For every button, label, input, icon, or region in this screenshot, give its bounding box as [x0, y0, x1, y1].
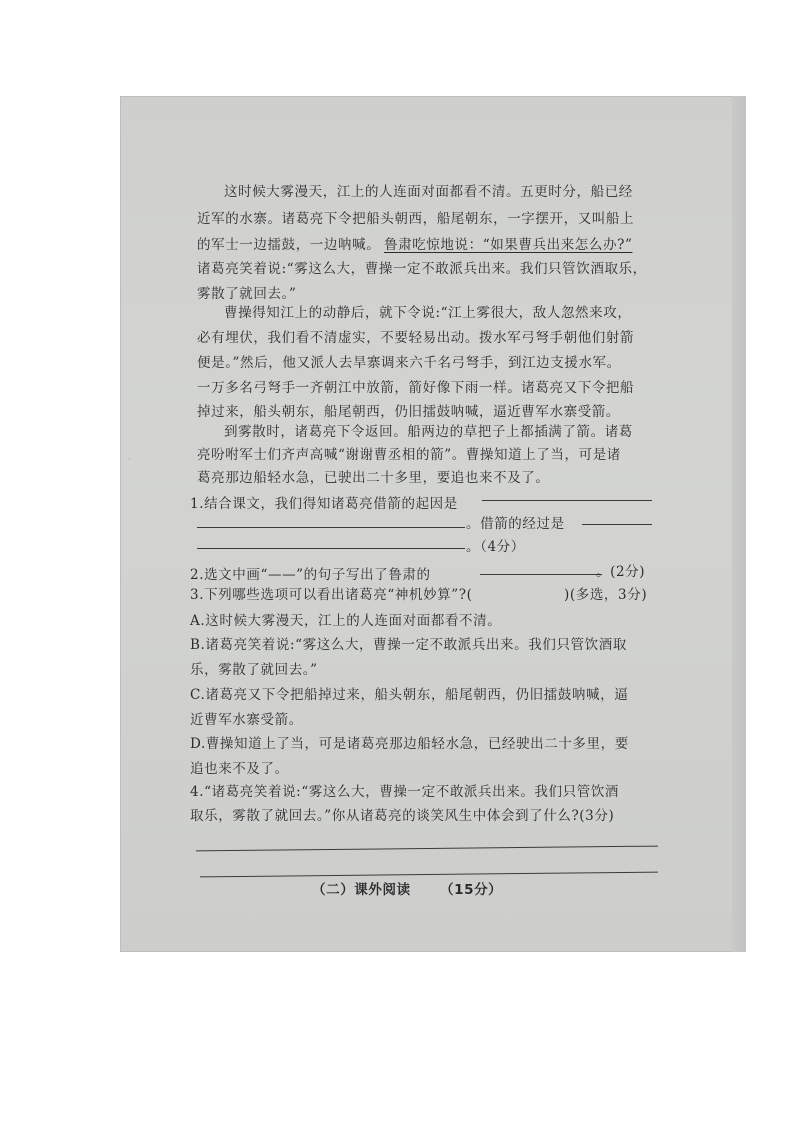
option-b-line1: B.诸葛亮笑着说:“雾这么大，曹操一定不敢派兵出来。我们只管饮酒取	[190, 637, 627, 653]
passage-p3-line2: 亮吩咐军士们齐声高喊“谢谢曹丞相的箭”。曹操知道上了当，可是诸	[197, 447, 621, 463]
page-edge-shadow	[732, 96, 746, 952]
option-d-line1: D.曹操知道上了当，可是诸葛亮那边船轻水急，已经驶出二十多里，要	[190, 736, 629, 752]
answer-blank-q1a[interactable]	[482, 500, 652, 501]
passage-p2-line5: 掉过来，船头朝东，船尾朝西，仍旧擂鼓呐喊，逼近曹军水寨受箭。	[197, 404, 620, 420]
answer-blank-q1c[interactable]	[582, 524, 652, 525]
option-c-line2: 近曹军水寨受箭。	[190, 712, 303, 728]
section-title: （二）课外阅读	[312, 882, 411, 898]
scan-speck: ·	[128, 455, 131, 464]
passage-p2-line1: 曹操得知江上的动静后，就下令说:“江上雾很大，敌人忽然来攻，	[224, 305, 632, 321]
option-b-line2: 乐，雾散了就回去。”	[190, 662, 318, 678]
passage-p3-line1: 到雾散时，诸葛亮下令返回。船两边的草把子上都插满了箭。诸葛	[224, 424, 633, 440]
question-3-score: )(多选，3分)	[564, 587, 648, 603]
passage-p2-line3: 便是。”然后，他又派人去旱寨调来六千名弓弩手，到江边支援水军。	[197, 355, 621, 371]
passage-p1-line1: 这时候大雾漫天，江上的人连面对面都看不清。五更时分，船已经	[224, 184, 633, 200]
answer-blank-q2[interactable]	[480, 574, 602, 575]
answer-blank-q1d[interactable]	[197, 548, 465, 549]
section-score: （15分）	[440, 882, 503, 898]
question-3-prompt: 3.下列哪些选项可以看出诸葛亮“神机妙算”?(	[190, 587, 473, 603]
question-2-prompt: 2.选文中画“——”的句子写出了鲁肃的	[190, 567, 431, 583]
question-1-mid: 。借箭的经过是	[466, 516, 565, 532]
underlined-sentence-lusu: 鲁肃吃惊地说：“如果曹兵出来怎么办?”	[384, 237, 633, 253]
question-1-score: 。（4分）	[466, 539, 525, 555]
passage-p1-line5: 雾散了就回去。”	[197, 286, 297, 302]
passage-p2-line4: 一万多名弓弩手一齐朝江中放箭，箭好像下雨一样。诸葛亮又下令把船	[197, 380, 635, 396]
answer-blank-q1b[interactable]	[197, 527, 465, 528]
question-4-line1: 4.“诸葛亮笑着说:“雾这么大，曹操一定不敢派兵出来。我们只管饮酒	[190, 784, 620, 800]
passage-p2-line2: 必有埋伏，我们看不清虚实，不要轻易出动。拨水军弓弩手朝他们射箭	[197, 330, 635, 346]
passage-p1-line4: 诸葛亮笑着说:“雾这么大，曹操一定不敢派兵出来。我们只管饮酒取乐，	[197, 261, 647, 277]
question-2-score: 。(2分)	[596, 564, 646, 580]
passage-p3-line3: 葛亮那边船轻水急，已驶出二十多里，要追也来不及了。	[197, 470, 550, 486]
option-c-line1: C.诸葛亮又下令把船掉过来，船头朝东，船尾朝西，仍旧擂鼓呐喊，逼	[190, 687, 629, 703]
question-4-line2: 取乐，雾散了就回去。”你从诸葛亮的谈笑风生中体会到了什么?(3分)	[190, 808, 615, 824]
passage-p1-line3a: 的军士一边擂鼓，一边呐喊。	[197, 237, 381, 253]
option-d-line2: 追也来不及了。	[190, 761, 289, 777]
question-1-prompt: 1.结合课文，我们得知诸葛亮借箭的起因是	[190, 496, 458, 512]
passage-p1-line2: 近军的水寨。诸葛亮下令把船头朝西，船尾朝东，一字摆开，又叫船上	[197, 211, 635, 227]
option-a: A.这时候大雾漫天，江上的人连面对面都看不清。	[190, 613, 502, 629]
